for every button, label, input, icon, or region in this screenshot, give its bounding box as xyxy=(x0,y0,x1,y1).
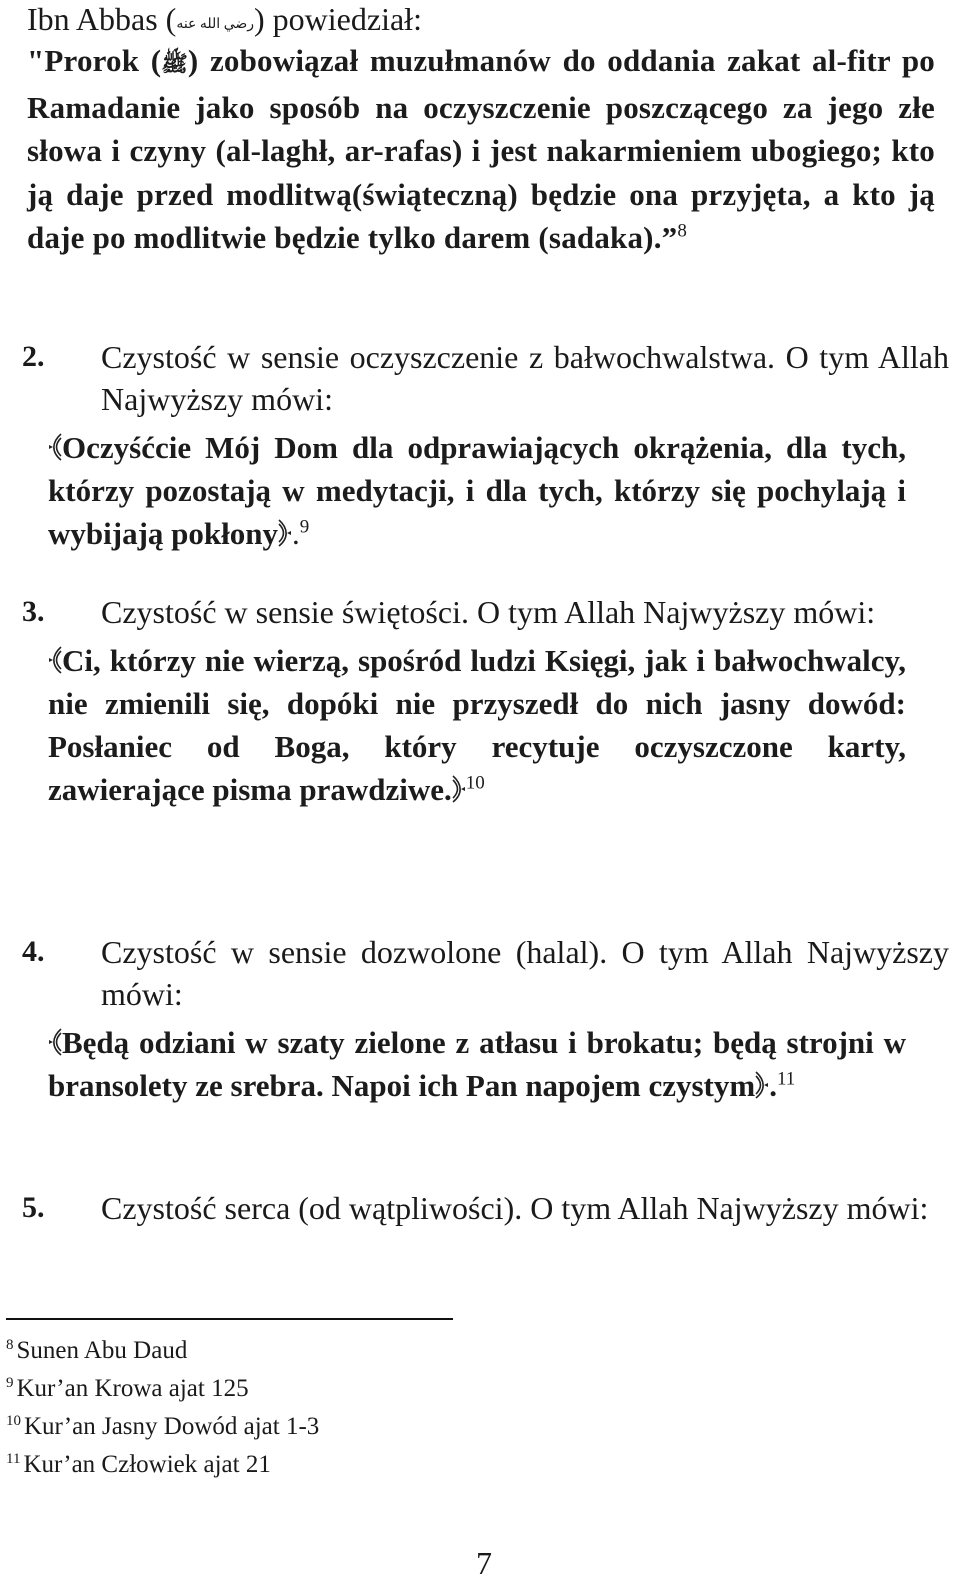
quran-verse xyxy=(48,1021,906,1107)
hadith-close-quote: ” xyxy=(661,220,678,255)
footnote-8 xyxy=(6,1336,187,1366)
section-text: Czystość w sensie świętości. O tym Allah Najwyższy mówi: xyxy=(101,594,876,630)
footnote-ref-9: 9 xyxy=(299,516,310,538)
footnote-ref-8: 8 xyxy=(677,220,688,242)
page-number: 7 xyxy=(476,1545,492,1581)
section-text: Czystość w sensie dozwolone (halal). O tym Allah Najwyższy mówi: xyxy=(101,934,949,1012)
verse-after: . xyxy=(291,516,300,551)
footnote-number: 11 xyxy=(6,1450,21,1467)
footnote-10 xyxy=(6,1412,319,1442)
section-4 xyxy=(0,931,960,1107)
verse-text: Ci, którzy nie wierzą, spośród ludzi Księgi, jak i bałwochwalcy, nie zmienili się, dopóki nie przyszedł do nich jasny dowód: Posłaniec od Boga, który recytuje oczyszczone karty, zawierające pisma prawdziwe. xyxy=(48,643,906,807)
section-number: 4. xyxy=(22,935,45,968)
verse-open-ornament-icon xyxy=(48,1027,62,1057)
hadith-part2: ) zobowiązał muzułmanów do oddania zakat al-fitr po Ramadanie jako sposób na oczyszczenie poszczącego za jego złe słowa i czyny (al-laghł, ar-rafas) i jest nakarmieniem ubogiego; kto ją daje przed modlitwą(świąteczną) będzie ona przyjęta, a kto ją daje po modlitwie będzie tylko darem (sadaka). xyxy=(27,43,935,255)
footnote-text: Kur’an Krowa ajat 125 xyxy=(16,1375,249,1402)
section-text: Czystość serca (od wątpliwości). O tym Allah Najwyższy mówi: xyxy=(101,1190,929,1226)
verse-after: . xyxy=(769,1068,777,1103)
verse-text: Będą odziani w szaty zielone z atłasu i brokatu; będą strojni w bransolety ze srebra. Napoi ich Pan napojem czystym xyxy=(48,1025,906,1103)
footnote-text: Sunen Abu Daud xyxy=(16,1337,188,1364)
honorific-glyph: رضي الله عنه xyxy=(176,17,255,32)
verse-close-ornament-icon xyxy=(755,1070,769,1100)
footnote-number: 8 xyxy=(6,1336,14,1353)
footnote-number: 9 xyxy=(6,1374,14,1391)
section-number: 2. xyxy=(22,340,45,373)
footnote-text: Kur’an Jasny Dowód ajat 1-3 xyxy=(24,1413,320,1440)
intro-line xyxy=(27,0,937,44)
section-5 xyxy=(0,1187,960,1229)
hadith-part1: "Prorok ( xyxy=(27,43,162,78)
verse-close-ornament-icon xyxy=(452,774,466,804)
verse-open-ornament-icon xyxy=(48,432,62,462)
section-number: 3. xyxy=(22,595,45,628)
footnote-ref-11: 11 xyxy=(776,1068,796,1090)
section-3 xyxy=(0,591,960,811)
footnote-11 xyxy=(6,1450,271,1480)
verse-open-ornament-icon xyxy=(48,645,62,675)
verse-text: Oczyśćcie Mój Dom dla odprawiających okrążenia, dla tych, którzy pozostają w medytacji, i dla tych, którzy się pochylają i wybijają pokłony xyxy=(48,430,906,551)
section-number: 5. xyxy=(22,1191,45,1224)
footnote-9 xyxy=(6,1374,249,1404)
quran-verse xyxy=(48,426,906,555)
footnote-ref-10: 10 xyxy=(465,772,485,794)
footnote-separator xyxy=(6,1318,453,1320)
verse-close-ornament-icon xyxy=(278,518,292,548)
hadith-quote xyxy=(27,39,935,260)
prophet-honorific-glyph: ﷺ xyxy=(161,51,188,76)
section-2 xyxy=(0,336,960,555)
footnote-number: 10 xyxy=(6,1412,21,1429)
quran-verse xyxy=(48,639,906,811)
section-text: Czystość w sensie oczyszczenie z bałwochwalstwa. O tym Allah Najwyższy mówi: xyxy=(101,339,949,417)
footnote-text: Kur’an Człowiek ajat 21 xyxy=(23,1451,271,1478)
intro-tail: ) powiedział: xyxy=(254,1,422,37)
intro-lead: Ibn Abbas ( xyxy=(27,1,177,37)
